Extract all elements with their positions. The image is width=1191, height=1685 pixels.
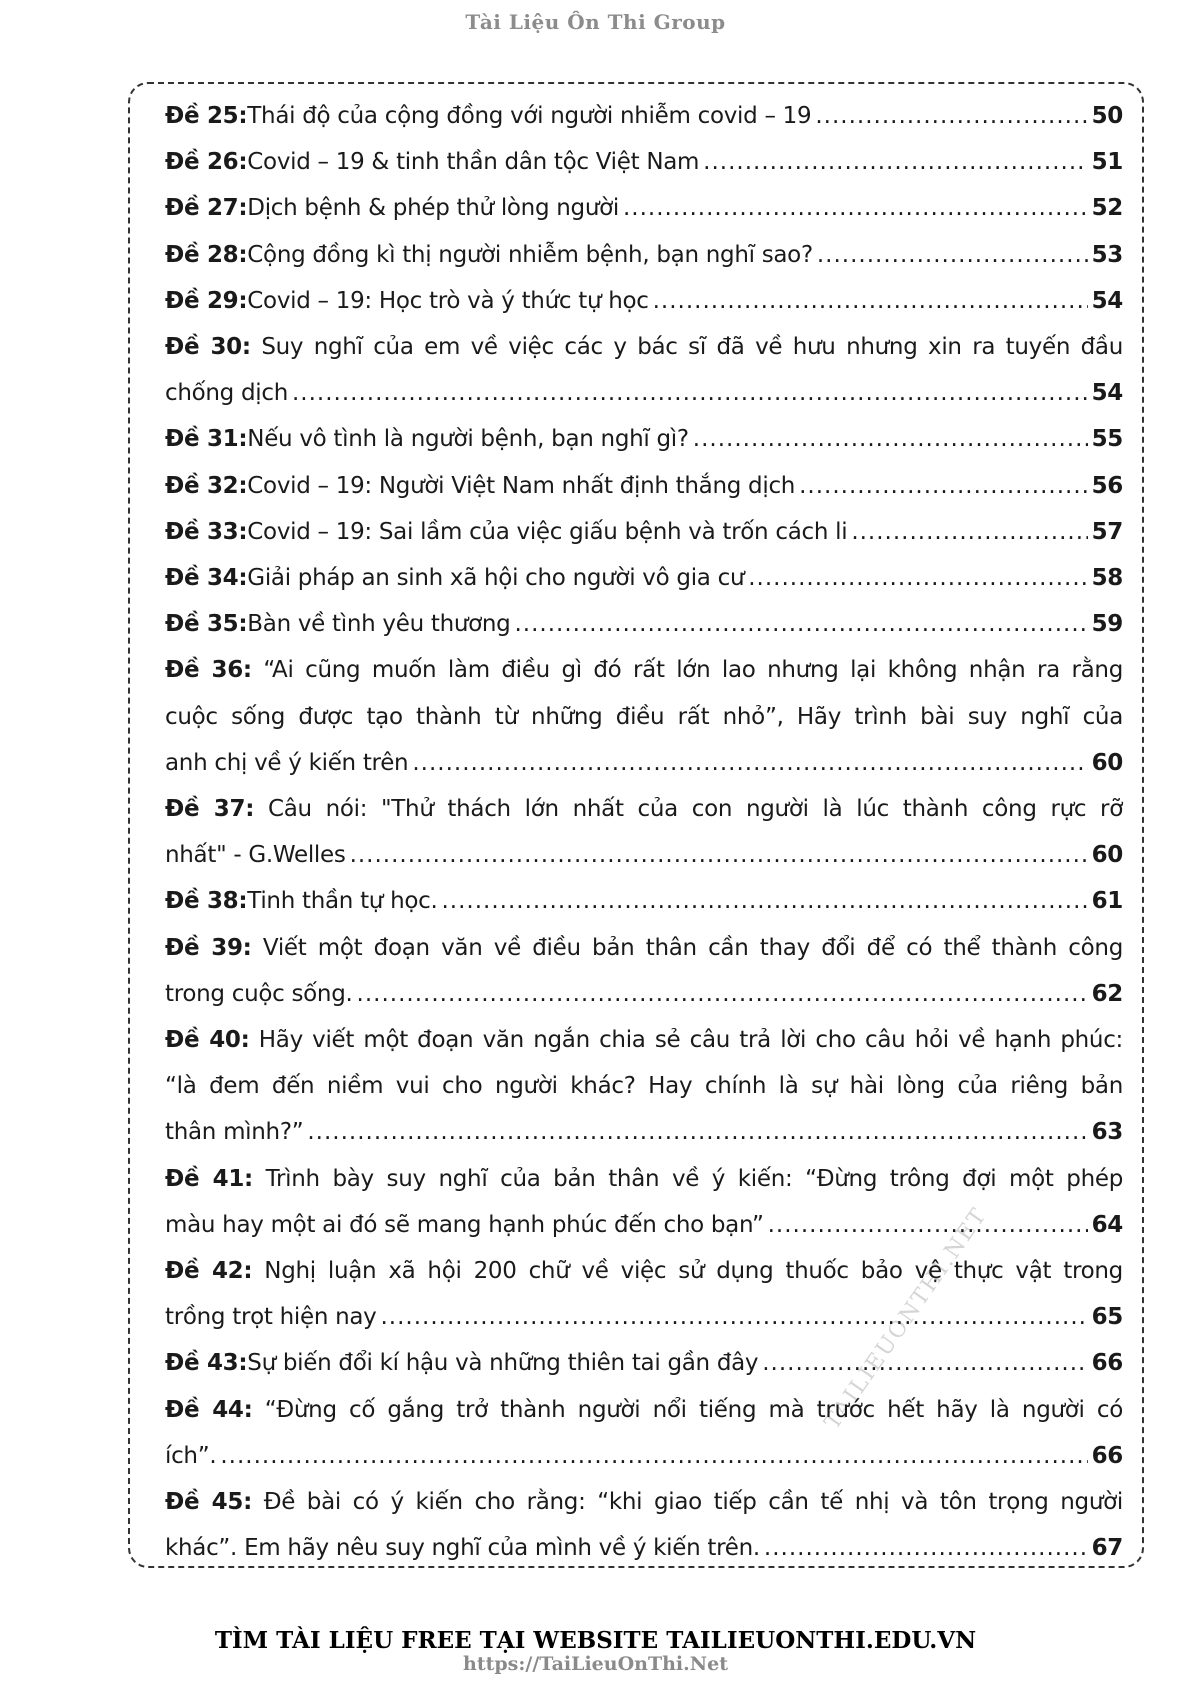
toc-entry-title: nhất" - G.Welles [165,842,346,869]
dot-leader [815,93,1087,139]
table-of-contents [165,93,1123,1572]
toc-entry-title: “Ai cũng muốn làm điều gì đó rất lớn lao nhưng lại không nhận ra rằng [263,657,1123,684]
toc-entry [165,786,1123,878]
toc-entry [165,1479,1123,1571]
toc-entry-label: Đề 34: [165,565,248,592]
toc-entry-line [165,1387,1123,1433]
footer-text: TÌM TÀI LIỆU FREE TẠI WEBSITE TAILIEUONTHI.EDU.VN [214,1627,977,1654]
toc-entry-label: Đề 44: [165,1396,253,1423]
toc-entry-label: Đề 29: [165,287,248,314]
toc-entry-page-number: 52 [1091,195,1123,222]
toc-entry-title: “Đừng cố gắng trở thành người nổi tiếng mà trước hết hãy là người có [264,1396,1123,1423]
toc-entry [165,509,1123,555]
dot-leader [220,1433,1087,1479]
dot-leader [653,278,1088,324]
toc-entry-page-number: 56 [1091,472,1123,499]
toc-entry-title: chống dịch [165,380,288,407]
toc-entry [165,278,1123,324]
dot-leader [768,1202,1088,1248]
toc-entry-title: Covid – 19: Người Việt Nam nhất định thắng dịch [247,472,796,499]
toc-entry-page-number: 54 [1091,380,1123,407]
toc-entry-label: Đề 26: [165,149,248,176]
toc-entry [165,324,1123,416]
toc-entry-line [165,1294,1123,1340]
toc-entry [165,647,1123,786]
toc-entry-title: Câu nói: "Thử thách lớn nhất của con người là lúc thành công rực rỡ [267,796,1123,823]
toc-entry-title: ích”. [165,1442,217,1469]
toc-entry-line [165,1433,1123,1479]
dot-leader [357,971,1088,1017]
dot-leader [514,601,1087,647]
toc-entry-line [165,1525,1123,1571]
toc-entry-label: Đề 45: [165,1489,252,1516]
toc-entry-title: Viết một đoạn văn về điều bản thân cần thay đổi để có thể thành công [262,934,1123,961]
watermark: TAILIEUONTHI.NET [820,1203,993,1435]
toc-entry-label: Đề 38: [165,888,248,915]
toc-entry [165,925,1123,1017]
toc-entry-title: Covid – 19: Sai lầm của việc giấu bệnh và trốn cách li [247,518,848,545]
toc-entry-title: Tinh thần tự học. [247,888,438,915]
dot-leader [623,185,1088,231]
toc-entry-page-number: 55 [1091,426,1123,453]
toc-entry [165,555,1123,601]
toc-entry-label: Đề 31: [165,426,248,453]
dot-leader [412,740,1087,786]
dot-leader [748,555,1087,601]
toc-entry [165,416,1123,462]
toc-entry-label: Đề 28: [165,241,248,268]
toc-entry-page-number: 61 [1091,888,1123,915]
toc-entry-label: Đề 40: [165,1027,250,1054]
toc-entry-line [165,463,1123,509]
toc-entry-line [165,278,1123,324]
toc-entry-title: trồng trọt hiện nay [165,1304,377,1331]
toc-entry-line [165,370,1123,416]
toc-entry-title: Đề bài có ý kiến cho rằng: “khi giao tiếp cần tế nhị và tôn trọng người [263,1489,1123,1516]
toc-entry-label: Đề 39: [165,934,252,961]
toc-entry-page-number: 54 [1091,287,1123,314]
toc-entry-page-number: 66 [1091,1350,1123,1377]
toc-entry-line [165,786,1123,832]
toc-entry-title: Bàn về tình yêu thương [247,611,511,638]
toc-entry [165,139,1123,185]
toc-entry-title: Giải pháp an sinh xã hội cho người vô gia cư [247,565,745,592]
toc-entry-title: “là đem đến niềm vui cho người khác? Hay chính là sự hài lòng của riêng bản [165,1073,1123,1100]
dot-leader [307,1109,1087,1155]
toc-entry-line [165,878,1123,924]
toc-entry [165,1017,1123,1156]
toc-entry-title: Covid – 19: Học trò và ý thức tự học [247,287,649,314]
toc-entry-label: Đề 36: [165,657,252,684]
toc-entry-line [165,1063,1123,1109]
dot-leader [799,463,1088,509]
toc-entry-page-number: 51 [1091,149,1123,176]
toc-entry-line [165,232,1123,278]
dot-leader [381,1294,1088,1340]
toc-entry-label: Đề 27: [165,195,248,222]
toc-entry-line [165,509,1123,555]
toc-entry-title: Suy nghĩ của em về việc các y bác sĩ đã về hưu nhưng xin ra tuyến đầu [261,334,1124,361]
toc-entry-line [165,832,1123,878]
toc-entry-line [165,925,1123,971]
toc-entry [165,232,1123,278]
dot-leader [762,1340,1087,1386]
page-header: Tài Liệu Ôn Thi Group [465,10,726,34]
toc-entry-page-number: 64 [1091,1211,1123,1238]
toc-entry-line [165,1202,1123,1248]
toc-entry-page-number: 62 [1091,980,1123,1007]
toc-entry [165,878,1123,924]
toc-entry-page-number: 59 [1091,611,1123,638]
toc-entry-title: Trình bày suy nghĩ của bản thân về ý kiến: “Đừng trông đợi một phép [265,1165,1123,1192]
toc-entry-title: Nghị luận xã hội 200 chữ về việc sử dụng thuốc bảo vệ thực vật trong [264,1258,1123,1285]
toc-entry-page-number: 50 [1091,103,1123,129]
dot-leader [817,232,1088,278]
toc-entry [165,185,1123,231]
toc-entry-line [165,694,1123,740]
toc-entry-line [165,1109,1123,1155]
toc-entry-line [165,1248,1123,1294]
toc-entry-page-number: 67 [1091,1535,1123,1562]
toc-entry [165,1340,1123,1386]
toc-entry-line [165,971,1123,1017]
toc-entry-label: Đề 35: [165,611,248,638]
toc-entry-page-number: 65 [1091,1304,1123,1331]
toc-entry-line [165,647,1123,693]
toc-entry-title: Sự biến đổi kí hậu và những thiên tai gần đây [247,1350,759,1377]
toc-entry-title: Cộng đồng kì thị người nhiễm bệnh, bạn nghĩ sao? [247,241,813,268]
toc-entry-label: Đề 42: [165,1258,253,1285]
toc-entry-line [165,555,1123,601]
toc-entry [165,93,1123,139]
toc-entry-page-number: 60 [1091,749,1123,776]
toc-entry-label: Đề 41: [165,1165,253,1192]
toc-entry-line [165,416,1123,462]
dot-leader [851,509,1087,555]
toc-entry-title: Thái độ của cộng đồng với người nhiễm covid – 19 [247,103,812,129]
toc-entry-title: anh chị về ý kiến trên [165,749,409,776]
toc-entry [165,1248,1123,1340]
toc-entry [165,601,1123,647]
dot-leader [441,878,1087,924]
toc-entry-line [165,601,1123,647]
toc-entry-page-number: 66 [1091,1442,1123,1469]
toc-entry-line [165,1340,1123,1386]
toc-entry-line [165,324,1123,370]
toc-entry-title: trong cuộc sống. [165,980,353,1007]
dot-leader [764,1525,1088,1571]
toc-entry-title: Dịch bệnh & phép thử lòng người [247,195,619,222]
toc-entry-title: Nếu vô tình là người bệnh, bạn nghĩ gì? [247,426,689,453]
toc-entry-label: Đề 25: [165,103,248,129]
toc-entry-line [165,1017,1123,1063]
toc-entry-line [165,740,1123,786]
toc-entry-title: thân mình?” [165,1119,304,1146]
toc-entry-page-number: 63 [1091,1119,1123,1146]
footer-url: https://TaiLieuOnThi.Net [463,1653,728,1675]
toc-entry [165,1156,1123,1248]
dot-leader [703,139,1087,185]
toc-entry-label: Đề 30: [165,334,251,361]
toc-entry-line [165,93,1123,139]
toc-entry-line [165,139,1123,185]
dot-leader [693,416,1088,462]
toc-entry [165,463,1123,509]
toc-entry-line [165,1479,1123,1525]
toc-entry-title: Covid – 19 & tinh thần dân tộc Việt Nam [247,149,700,176]
toc-entry-label: Đề 32: [165,472,248,499]
toc-entry-title: Hãy viết một đoạn văn ngắn chia sẻ câu trả lời cho câu hỏi về hạnh phúc: [258,1027,1123,1054]
toc-entry-line [165,185,1123,231]
toc-entry-label: Đề 43: [165,1350,248,1377]
toc-entry-line [165,1156,1123,1202]
toc-entry-title: cuộc sống được tạo thành từ những điều rất nhỏ”, Hãy trình bài suy nghĩ của [165,703,1123,730]
toc-entry-page-number: 53 [1091,241,1123,268]
toc-entry-title: khác”. Em hãy nêu suy nghĩ của mình về ý kiến trên. [165,1535,760,1562]
dot-leader [350,832,1088,878]
toc-entry-page-number: 58 [1091,565,1123,592]
toc-entry-page-number: 57 [1091,518,1123,545]
toc-entry-label: Đề 33: [165,518,248,545]
toc-entry [165,1387,1123,1479]
toc-entry-title: màu hay một ai đó sẽ mang hạnh phúc đến cho bạn” [165,1211,764,1238]
toc-entry-page-number: 60 [1091,842,1123,869]
dot-leader [292,370,1088,416]
toc-entry-label: Đề 37: [165,796,255,823]
